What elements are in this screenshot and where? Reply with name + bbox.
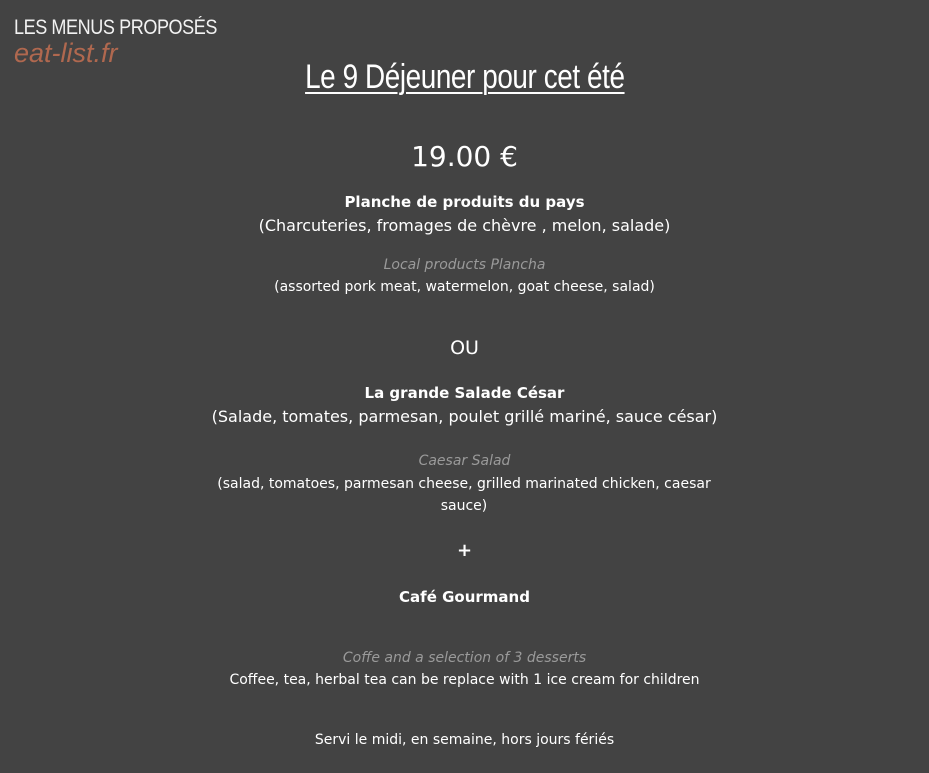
site-logo[interactable]: eat-list.fr	[14, 38, 118, 68]
or-separator: OU	[450, 337, 479, 359]
option2-name-en: Caesar Salad	[418, 453, 511, 469]
menus-header: LES MENUS PROPOSÉS	[14, 16, 218, 39]
menu-price: 19.00 €	[411, 140, 518, 173]
dessert-name-en: Coffe and a selection of 3 desserts	[342, 650, 587, 666]
option1-name-en: Local products Plancha	[383, 257, 546, 273]
option2-description-en: (salad, tomatoes, parmesan cheese, grilled marinated chicken, caesar sauce)	[217, 476, 711, 514]
option1-description-en: (assorted pork meat, watermelon, goat cheese, salad)	[274, 279, 655, 295]
plus-separator: +	[456, 540, 473, 561]
menu-title: Le 9 Déjeuner pour cet été	[304, 58, 625, 96]
option2-description: (Salade, tomates, parmesan, poulet grillé mariné, sauce césar)	[211, 407, 718, 426]
option1-name: Planche de produits du pays	[344, 193, 585, 211]
option2-name: La grande Salade César	[364, 384, 565, 402]
dessert-name: Café Gourmand	[399, 588, 530, 606]
menu-title-row	[0, 58, 929, 97]
dessert-description-en: Coffee, tea, herbal tea can be replace with 1 ice cream for children	[229, 672, 700, 688]
option1-description: (Charcuteries, fromages de chèvre , melon, salade)	[258, 216, 671, 235]
service-footer: Servi le midi, en semaine, hors jours fériés	[314, 732, 615, 748]
